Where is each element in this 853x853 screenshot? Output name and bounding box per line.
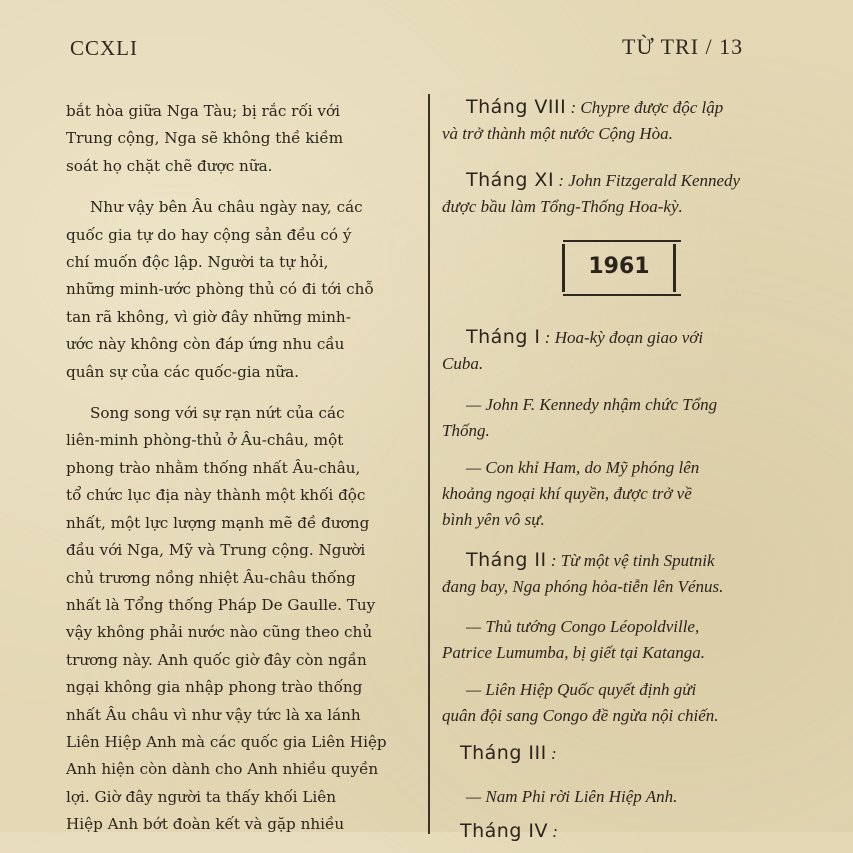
entry-text: — John F. Kennedy nhậm chức Tổng xyxy=(466,395,718,414)
text-line: Như vậy bên Âu châu ngày nay, các xyxy=(90,198,363,217)
entry-text: : Hoa-kỳ đoạn giao với xyxy=(544,328,704,347)
timeline-entry-thang-iii xyxy=(442,740,792,767)
text-line: ngại không gia nhập phong trào thống xyxy=(66,678,363,697)
timeline-entry-thang-ii xyxy=(442,547,792,600)
text-line: liên-minh phòng-thủ ở Âu-châu, một xyxy=(66,431,344,450)
entry-text: đang bay, Nga phóng hỏa-tiễn lên Vénus. xyxy=(442,577,724,596)
chapter-number: CCXLI xyxy=(70,36,138,60)
entry-text: khoảng ngoại khí quyền, được trở về xyxy=(442,484,692,503)
text-line: quốc gia tự do hay cộng sản đều có ý xyxy=(66,225,352,244)
entry-text: và trở thành một nước Cộng Hòa. xyxy=(442,124,673,143)
timeline-entry xyxy=(442,784,792,810)
text-line: chủ trương nồng nhiệt Âu-châu thống xyxy=(66,568,356,587)
entry-text: : John Fitzgerald Kennedy xyxy=(558,171,741,190)
text-line: đầu với Nga, Mỹ và Trung cộng. Người xyxy=(66,541,366,560)
text-line: quân sự của các quốc-gia nữa. xyxy=(66,362,299,381)
text-line: vậy không phải nước nào cũng theo chủ xyxy=(66,623,373,642)
entry-text: — Liên Hiệp Quốc quyết định gửi xyxy=(466,680,697,699)
entry-text: — Con khỉ Ham, do Mỹ phóng lên xyxy=(466,458,700,477)
text-line: Song song với sự rạn nứt của các xyxy=(90,404,345,423)
text-line: tan rã không, vì giờ đây những minh- xyxy=(66,307,351,326)
text-line: những minh-ước phòng thủ có đi tới chỗ xyxy=(66,280,374,299)
text-line: nhất Âu châu vì như vậy tức là xa lánh xyxy=(66,705,361,724)
entry-text: bình yên vô sự. xyxy=(442,510,545,529)
text-line: nhất là Tổng thống Pháp De Gaulle. Tuy xyxy=(66,595,376,614)
text-line: soát họ chặt chẽ được nữa. xyxy=(66,156,273,175)
timeline-entry xyxy=(442,455,792,533)
entry-text: Cuba. xyxy=(442,354,484,373)
text-line: bắt hòa giữa Nga Tàu; bị rắc rối với xyxy=(66,102,340,120)
text-line: phong trào nhằm thống nhất Âu-châu, xyxy=(66,458,361,477)
text-line: nhất, một lực lượng mạnh mẽ đề đương xyxy=(66,513,370,532)
paragraph xyxy=(66,400,416,839)
year-label: 1961 xyxy=(588,254,650,279)
timeline-entry xyxy=(442,614,792,666)
text-line: Anh hiện còn dành cho Anh nhiều quyền xyxy=(66,760,379,779)
entry-text: được bầu làm Tổng-Thống Hoa-kỳ. xyxy=(442,197,683,216)
entry-text: : xyxy=(552,822,558,841)
text-line: chí muốn độc lập. Người ta tự hỏi, xyxy=(66,253,329,272)
entry-text: : Từ một vệ tinh Sputnik xyxy=(550,551,715,570)
text-line: lợi. Giờ đây người ta thấy khối Liên xyxy=(66,787,337,806)
entry-text: : xyxy=(551,744,557,763)
month-label: Tháng IV xyxy=(460,820,549,842)
text-line: ước này không còn đáp ứng nhu cầu xyxy=(66,335,345,354)
entry-text: quân đội sang Congo đề ngừa nội chiến. xyxy=(442,706,719,725)
column-divider xyxy=(428,94,430,834)
timeline-entry-thang-viii xyxy=(442,94,792,147)
month-label: Tháng XI xyxy=(466,169,555,191)
left-column xyxy=(66,98,416,853)
timeline-entry-thang-xi xyxy=(442,167,792,220)
year-heading-box xyxy=(562,244,676,292)
timeline-entry xyxy=(442,677,792,729)
entry-text: — Thủ tướng Congo Léopoldville, xyxy=(466,617,700,636)
timeline-entry-thang-i xyxy=(442,324,792,377)
entry-text: Thống. xyxy=(442,421,490,440)
month-label: Tháng I xyxy=(466,326,541,348)
month-label: Tháng III xyxy=(460,742,547,764)
entry-text: : Chypre được độc lập xyxy=(570,98,724,117)
text-line: Hiệp Anh bớt đoàn kết và gặp nhiều xyxy=(66,815,345,834)
paragraph xyxy=(66,98,416,180)
paragraph xyxy=(66,194,416,386)
month-label: Tháng II xyxy=(466,549,547,571)
month-label: Tháng VIII xyxy=(466,96,567,118)
text-line: tổ chức lục địa này thành một khối độc xyxy=(66,486,366,505)
running-header: TỪ TRI / 13 xyxy=(622,34,744,59)
text-line: Liên Hiệp Anh mà các quốc gia Liên Hiệp xyxy=(66,732,387,751)
text-line: trương này. Anh quốc giờ đây còn ngần xyxy=(66,650,367,669)
entry-text: — Nam Phi rời Liên Hiệp Anh. xyxy=(466,787,678,806)
entry-text: Patrice Lumumba, bị giết tại Katanga. xyxy=(442,643,706,662)
text-line: Trung cộng, Nga sẽ không thề kiềm xyxy=(66,129,344,148)
timeline-entry xyxy=(442,392,792,444)
